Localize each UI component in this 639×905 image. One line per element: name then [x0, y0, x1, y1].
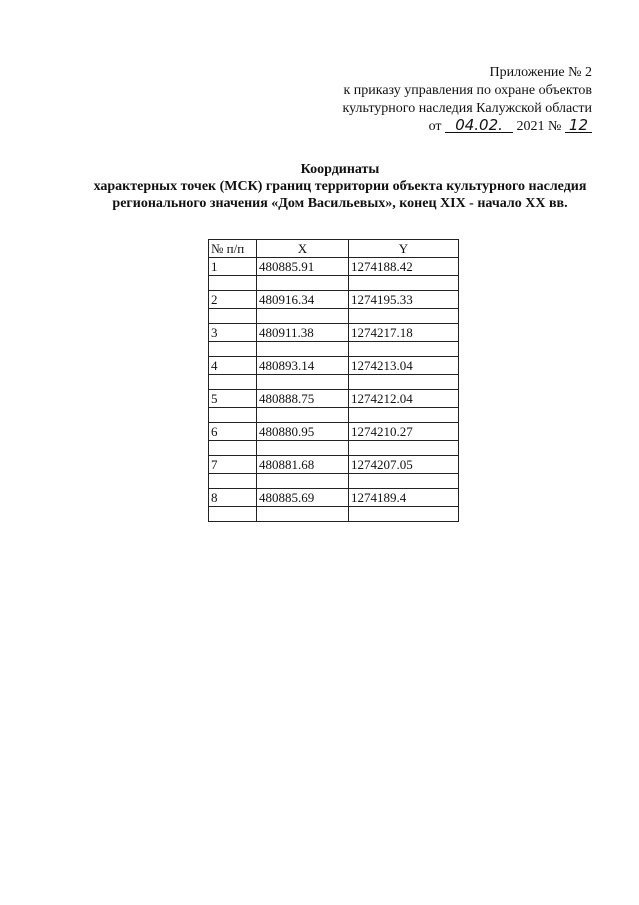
cell-x: 480880.95: [257, 423, 349, 441]
cell-point-number: 3: [209, 324, 257, 342]
cell-y: 1274212.04: [349, 390, 459, 408]
handwritten-number: 12: [565, 118, 592, 133]
table-spacer-row: [209, 507, 459, 522]
empty-cell: [349, 441, 459, 456]
cell-y: 1274195.33: [349, 291, 459, 309]
empty-cell: [349, 342, 459, 357]
table-spacer-row: [209, 309, 459, 324]
empty-cell: [349, 309, 459, 324]
cell-y: 1274189.4: [349, 489, 459, 507]
table-spacer-row: [209, 276, 459, 291]
appendix-number: Приложение № 2: [489, 65, 592, 80]
empty-cell: [209, 507, 257, 522]
table-header-row: [209, 240, 459, 258]
empty-cell: [257, 276, 349, 291]
empty-cell: [349, 474, 459, 489]
document-title: [60, 161, 620, 212]
cell-x: 480893.14: [257, 357, 349, 375]
column-header-x: X: [257, 240, 349, 258]
empty-cell: [209, 342, 257, 357]
column-header-number: № п/п: [209, 240, 257, 258]
table-body: [209, 258, 459, 522]
cell-point-number: 2: [209, 291, 257, 309]
empty-cell: [209, 441, 257, 456]
year-label: 2021 №: [516, 119, 562, 134]
empty-cell: [257, 474, 349, 489]
table-row: [209, 489, 459, 507]
cell-point-number: 5: [209, 390, 257, 408]
table-row: [209, 357, 459, 375]
cell-x: 480911.38: [257, 324, 349, 342]
table-row: [209, 291, 459, 309]
empty-cell: [257, 342, 349, 357]
cell-point-number: 4: [209, 357, 257, 375]
empty-cell: [209, 375, 257, 390]
table-row: [209, 456, 459, 474]
cell-y: 1274207.05: [349, 456, 459, 474]
table-spacer-row: [209, 441, 459, 456]
table-row: [209, 390, 459, 408]
title-line-3: регионального значения «Дом Васильевых», конец XIX - начало XX вв.: [112, 196, 568, 211]
appendix-header: [343, 64, 592, 136]
empty-cell: [349, 408, 459, 423]
cell-point-number: 1: [209, 258, 257, 276]
cell-y: 1274210.27: [349, 423, 459, 441]
table-row: [209, 258, 459, 276]
cell-point-number: 6: [209, 423, 257, 441]
cell-x: 480888.75: [257, 390, 349, 408]
empty-cell: [257, 408, 349, 423]
empty-cell: [257, 441, 349, 456]
empty-cell: [349, 507, 459, 522]
date-prefix: от: [428, 119, 442, 134]
cell-y: 1274213.04: [349, 357, 459, 375]
title-line-2: характерных точек (МСК) границ территории объекта культурного наследия: [93, 179, 587, 194]
empty-cell: [349, 375, 459, 390]
empty-cell: [349, 276, 459, 291]
cell-x: 480885.69: [257, 489, 349, 507]
cell-y: 1274188.42: [349, 258, 459, 276]
table-row: [209, 324, 459, 342]
empty-cell: [209, 408, 257, 423]
order-authority: культурного наследия Калужской области: [342, 101, 592, 116]
empty-cell: [257, 309, 349, 324]
handwritten-date: 04.02.: [445, 118, 513, 133]
cell-x: 480881.68: [257, 456, 349, 474]
title-line-1: Координаты: [300, 162, 380, 177]
cell-x: 480916.34: [257, 291, 349, 309]
coordinates-table: [208, 239, 459, 522]
cell-y: 1274217.18: [349, 324, 459, 342]
table-spacer-row: [209, 408, 459, 423]
cell-point-number: 8: [209, 489, 257, 507]
table-spacer-row: [209, 474, 459, 489]
table-spacer-row: [209, 342, 459, 357]
empty-cell: [209, 276, 257, 291]
order-date-line: [343, 118, 592, 136]
cell-point-number: 7: [209, 456, 257, 474]
order-reference: к приказу управления по охране объектов: [343, 83, 592, 98]
empty-cell: [257, 507, 349, 522]
column-header-y: Y: [349, 240, 459, 258]
table-row: [209, 423, 459, 441]
empty-cell: [209, 474, 257, 489]
table-spacer-row: [209, 375, 459, 390]
empty-cell: [257, 375, 349, 390]
empty-cell: [209, 309, 257, 324]
cell-x: 480885.91: [257, 258, 349, 276]
